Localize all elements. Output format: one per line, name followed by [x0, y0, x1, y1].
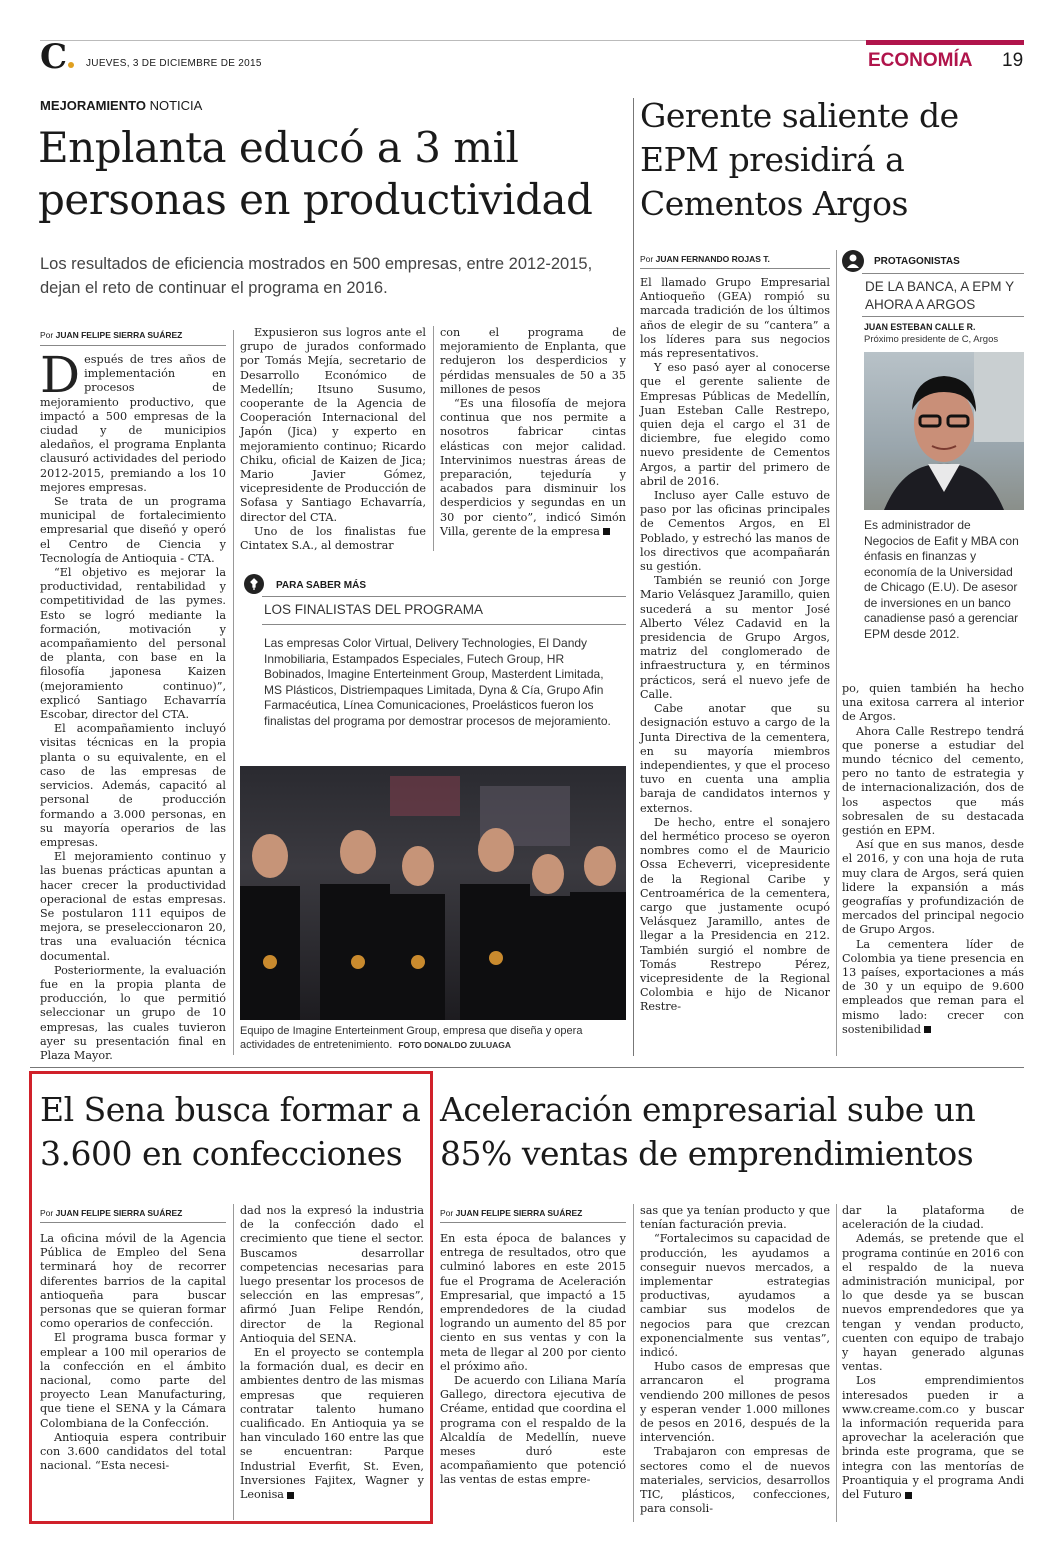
- issue-date: JUEVES, 3 DE DICIEMBRE DE 2015: [86, 58, 262, 69]
- article2-col1: El llamado Grupo Empresarial Antioqueño (GEA) rompió su marcada tradición de los últimos años de elegir de su “cantera” a los líderes para sus negocios más representativos. Y eso pasó ayer al conocerse que el gerente saliente de Empresas Públicas de Medellín, Juan Esteban Calle Restrepo, quien deja el cargo el 31 de diciembre, fue elegido como nuevo presidente de Cementos Argos, a partir del primero de abril de 2016. Incluso ayer Calle estuvo de paso por las oficinas principales de Cementos Argos, en El Poblado, y estrechó las manos de los directivos que acompañarán su gestión. También se reunió con Jorge Mario Velásquez Jaramillo, quien sucederá a su mentor José Alberto Vélez Cadavid en la presidencia de Grupo Argos, matriz del conglomerado de infraestructura y, en términos prácticos, será el nuevo jefe de Calle. Cabe anotar que su designación estuvo a cargo de la Junta Directiva de la cementera, en su mayoría miembros independientes, y que el proceso tuvo en cuenta una amplia baraja de candidatos internos y externos. De hecho, entre el sonajero del hermético proceso se oyeron nombres como el de Mauricio Ossa Echeverri, vicepresidente de la Regional Caribe y Centroamérica de la cementera, cargo que justamente ocupó Velásquez Jaramillo, antes de llegar a la Presidencia en 212. También surgió el nombre de Tomás Restrepo Pérez, vicepresidente de la Regional Colombia e hijo de Nicanor Restre-: [640, 276, 830, 1014]
- article1-byline: Por JUAN FELIPE SIERRA SUÁREZ: [40, 330, 183, 340]
- article1-subhead: Los resultados de eficiencia mostrados en 500 empresas, entre 2012-2015, dejan el reto de continuar el programa en 2016.: [40, 255, 593, 297]
- article2-byline: Por JUAN FERNANDO ROJAS T.: [640, 254, 770, 264]
- pin-icon: [244, 574, 264, 594]
- article3-byline: Por JUAN FELIPE SIERRA SUÁREZ: [40, 1208, 183, 1218]
- article1-headline: Enplanta educó a 3 mil personas en productividad: [38, 123, 593, 224]
- kicker-bold: MEJORAMIENTO: [40, 98, 146, 113]
- person-portrait: [864, 352, 1024, 510]
- newspaper-logo: C: [40, 40, 74, 74]
- article4-byline: Por JUAN FELIPE SIERRA SUÁREZ: [440, 1208, 583, 1218]
- article3-headline: El Sena busca formar a 3.600 en confecciones: [40, 1090, 421, 1173]
- article1-col1: D espués de tres años de implementación en procesos de mejoramiento productivo, que impactó a 500 empresas de la ciudad y de municipios aledaños, el programa Enplanta clausuró actividades del periodo 2012-2015, premiando a los 10 mejores empresas. Se trata de un programa municipal de fortalecimiento empresarial que diseñó y operó el Centro de Ciencia y Tecnología de Antioquia - CTA. “El objetivo es mejorar la productividad, rentabilidad y competitividad de las pymes. Esto se logró mediante la formación, motivación y acompañamiento del personal de planta, con base en la filosofía japonesa Kaizen (mejoramiento continuo)”, explicó Santiago Echavarría Escobar, director del CTA. El acompañamiento incluyó visitas técnicas en la propia planta o su equivalente, en el caso de las empresas de servicios. Además, capacitó al personal de producción formando a 3.000 personas, en su mayoría operarios de las empresas. El mejoramiento continuo y las buenas prácticas apuntan a hacer crecer la productividad operacional de estas empresas. Se postularon 111 equipos de mejora, se preseleccionaron 20, tras una evaluación técnica documental. Posteriormente, la evaluación fue en la propia planta de producción, lo que permitió seleccionar un grupo de 10 empresas, las cuales tuvieron ayer su presentación final en Plaza Mayor.: [40, 346, 226, 1062]
- article3-col2: dad nos la expresó la industria de la confección dado el crecimiento que tiene el sector. Buscamos desarrollar competencias necesarias para luego presentar los procesos de selección en las empresas”, afirmó Juan Felipe Rendón, director de la Regional Antioquia del SENA. En el proyecto se contempla la formación dual, es decir en ambientes dentro de las mismas empresas que requieren contratar talento humano cualificado. En Antioquia ya se han vinculado 160 entre las que se encuentran: Parque Industrial Everfit, St. Even, Inversiones Fajitex, Wagner y Leonisa: [240, 1204, 424, 1502]
- article2-col2: po, quien también ha hecho una exitosa carrera al interior de Argos. Ahora Calle Restrepo tendrá que ponerse a estudiar del mundo técnico del cemento, pero no tanto de estrategia y de internacionalización, dos de los aspectos que más sobresalen de su destacada gestión en EPM. Así que en sus manos, desde el 2016, y con una hoja de ruta muy clara de Argos, será quien lidere la expansión a más geografías y profundización de mercados del principal negocio de Grupo Argos. La cementera líder de Colombia ya tiene presencia en 13 países, exportaciones a más de 30 y un equipo de 9.600 empleados que reman para el mismo lado: crecer con sostenibilidad: [842, 682, 1024, 1036]
- person-name: JUAN ESTEBAN CALLE R.: [864, 322, 976, 332]
- dropcap: D: [40, 346, 81, 404]
- article1-col2: Expusieron sus logros ante el grupo de jurados conformado por Tomás Mejía, secretario de Desarrollo Económico de Medellín; Itsuno Susumo, cooperante de la Agencia de Cooperación Internacional del Japón (Jica) y experto en mejoramiento continuo; Ricardo Chiku, oficial de Kaizen de Jica; Mario Javier Gómez, vicepresidente de Producción de Sofasa y Santiago Echavarría, director del CTA. Uno de los finalistas fue Cintatex S.A., al demostrar: [240, 326, 426, 553]
- sidebar-label: PARA SABER MÁS: [276, 580, 367, 591]
- article4-col2: sas que ya tenían producto y que tenían facturación previa. “Fortalecimos su capacidad de producción, les ayudamos a conseguir nuevos mercados, a implementar estrategias productivas, ayudamos a cambiar sus modelos de negocios para que crezcan exponencialmente sus ventas”, indicó. Hubo casos de empresas que arrancaron el programa vendiendo 200 millones de pesos y esperan vender 1.000 millones de pesos en 2016, después de la intervención. Trabajaron con empresas de sectores como el de nuevos materiales, servicios, desarrollos TIC, plásticos, confecciones, para consoli-: [640, 1204, 830, 1516]
- group-photo: [240, 766, 626, 1020]
- article4-col1: En esta época de balances y entrega de resultados, otro que culminó labores en este 2015 fue el Programa de Aceleración Empresarial, que impactó a 15 emprendedores de la ciudad logrando un aumento del 85 por ciento en sus ventas y con la meta de llegar al 200 por ciento el próximo año. De acuerdo con Liliana María Gallego, directora ejecutiva de Créame, entidad que coordina el programa con el respaldo de la Alcaldía de Medellín, nueve meses duró este acompañamiento que potenció las ventas de estas empre-: [440, 1232, 626, 1487]
- section-bar: [866, 40, 1024, 45]
- article3-col1: La oficina móvil de la Agencia Pública de Empleo del Sena terminará hoy de recorrer diferentes barrios de la capital antioqueña para buscar personas que se quieran formar como operarios de confección. El programa busca formar y emplear a 100 mil operarios de la confección en el ámbito nacional, como parte del proyecto Lean Manufacturing, que tiene el SENA y la Cámara Colombiana de la Confección. Antioquia espera contribuir con 3.600 candidatos del total nacional. “Esta necesi-: [40, 1232, 226, 1473]
- sidebar-title: LOS FINALISTAS DEL PROGRAMA: [264, 602, 484, 617]
- protagonistas-title: DE LA BANCA, A EPM Y AHORA A ARGOS: [865, 279, 1014, 312]
- person-role: Próximo presidente de C, Argos: [864, 334, 999, 345]
- kicker: [40, 98, 202, 113]
- page-number: 19: [1002, 50, 1024, 71]
- photo-credit: FOTO DONALDO ZULUAGA: [398, 1040, 512, 1050]
- kicker-rest: NOTICIA: [149, 98, 203, 113]
- section-label: ECONOMÍA: [868, 50, 973, 71]
- article4-headline: Aceleración empresarial sube un 85% ventas de emprendimientos: [440, 1090, 976, 1173]
- protagonistas-label: PROTAGONISTAS: [874, 256, 960, 267]
- person-icon: [842, 250, 864, 272]
- person-bio: Es administrador de Negocios de Eafit y MBA con énfasis en finanzas y economía de la Universidad de Chicago (E.U). De asesor de inversiones en un banco canadiense pasó a gerenciar EPM desde 2012.: [864, 518, 1019, 641]
- article1-col3: con el programa de mejoramiento de Enplanta, que redujeron los desperdicios y pérdidas mensuales de 50 a 35 millones de pesos “Es una filosofía de mejora continua que nos permite a nosotros fabricar cintas elásticas con mejor calidad. Intervinimos nuestras áreas de preparación, tejeduría y acabados para disminuir los desperdicios y segundas en un 30 por ciento”, indicó Simón Villa, gerente de la empresa: [440, 326, 626, 538]
- sidebar-text: Las empresas Color Virtual, Delivery Technologies, El Dandy Inmobiliaria, Estampados Especiales, Futech Group, HR Bobinados, Imagine Enterteinment Group, Masterdent Limitada, MS Plásticos, Distriempaques Limitada, Dyna & Cía, Grupo Afin Farmacéutica, Línea Comunicaciones, Proelásticos fueron los finalistas del programa por demostrar procesos de mejoramiento.: [264, 636, 611, 728]
- article4-col3: dar la plataforma de aceleración de la ciudad. Además, se pretende que el programa continúe en 2016 con el respaldo de la nueva administración municipal, por lo que desde ya se buscan nuevos emprendedores que ya tengan y vendan producto, cuenten con equipo de trabajo y hayan generado algunas ventas. Los emprendimientos interesados pueden ir a www.creame.com.co y buscar la información requerida para aprovechar la aceleración que brinda este programa, que se integra con las mentorías de Proantiquia y el programa Andi del Futuro: [842, 1204, 1024, 1502]
- article2-headline: Gerente saliente de EPM presidirá a Cementos Argos: [640, 96, 959, 223]
- photo-caption: Equipo de Imagine Enterteinment Group, empresa que diseña y opera actividades de entretenimiento. FOTO DONALDO ZULUAGA: [240, 1025, 583, 1051]
